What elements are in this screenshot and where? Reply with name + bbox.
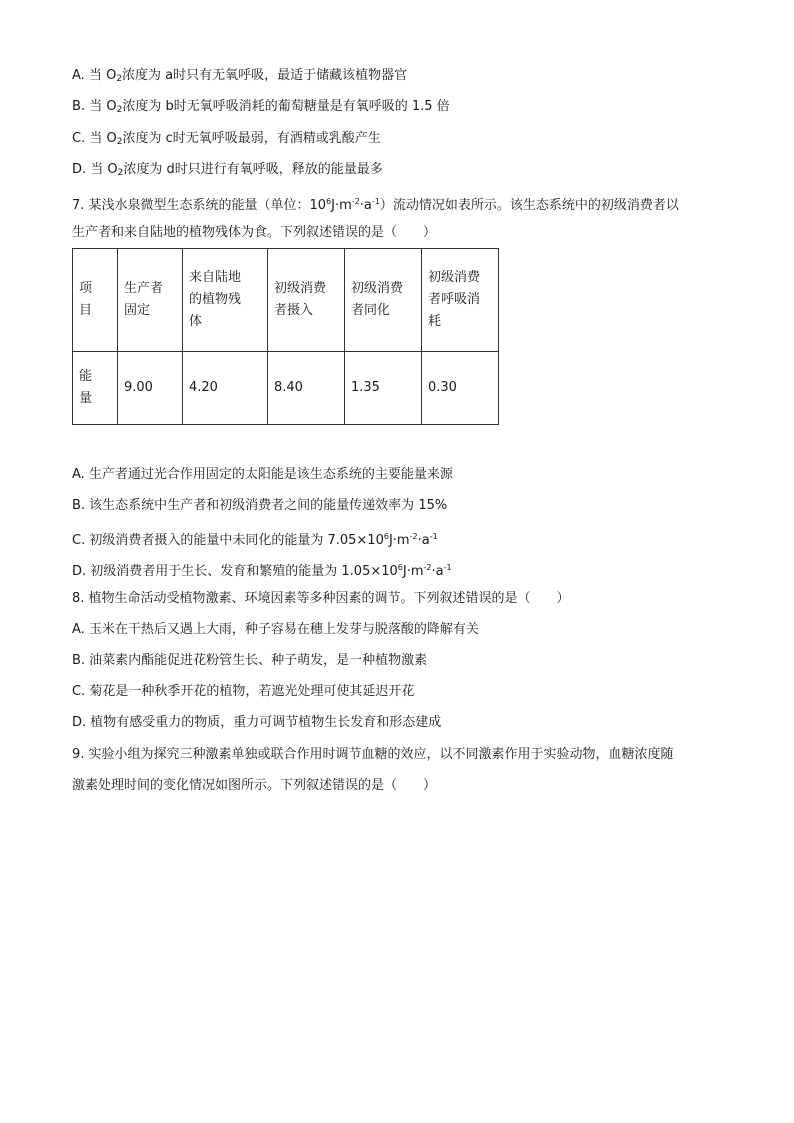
table-header-cell: 初级消费 者同化 — [345, 249, 422, 352]
q8-option-d: D. 植物有感受重力的物质，重力可调节植物生长发育和形态建成 — [72, 715, 442, 730]
table-value-row — [73, 352, 499, 425]
table-header-cell: 初级消费 者摄入 — [268, 249, 345, 352]
q9-stem-line1: 9. 实验小组为探究三种激素单独或联合作用时调节血糖的效应，以不同激素作用于实验动物，血糖浓度随 — [72, 747, 674, 762]
q6-option-c: C. 当 $O_2$浓度为 c时无氧呼吸最弱，有酒精或乳酸产生 — [72, 131, 381, 147]
table-row-label: 能 量 — [73, 352, 118, 425]
q8-option-a: A. 玉米在干热后又遇上大雨，种子容易在穗上发芽与脱落酸的降解有关 — [72, 622, 479, 637]
q6-option-a: A. 当 $O_2$浓度为 a时只有无氧呼吸，最适于储藏该植物器官 — [72, 68, 408, 84]
q8-option-b: B. 油菜素内酯能促进花粉管生长、种子萌发，是一种植物激素 — [72, 653, 428, 668]
q9-stem-line2: 激素处理时间的变化情况如图所示。下列叙述错误的是（ ） — [72, 778, 437, 793]
table-cell: 9.00 — [118, 352, 183, 425]
q8-option-c: C. 菊花是一种秋季开花的植物，若遮光处理可使其延迟开花 — [72, 684, 415, 699]
q7-option-d: D. 初级消费者用于生长、发育和繁殖的能量为 $1.05\times 10^6J\cdot m^{-2}\cdot a^{-1}$ — [72, 563, 452, 579]
table-header-cell: 项 目 — [73, 249, 118, 352]
table-cell: 0.30 — [422, 352, 499, 425]
q7-option-c: C. 初级消费者摄入的能量中未同化的能量为 $7.05\times 10^6J\cdot m^{-2}\cdot a^{-1}$ — [72, 532, 438, 548]
q7-stem-line1: 7. 某浅水泉微型生态系统的能量（单位：$10^6J\cdot m^{-2}\cdot a^{-1}$）流动情况如表所示。该生态系统中的初级消费者以 — [72, 197, 679, 213]
table-cell: 1.35 — [345, 352, 422, 425]
q7-stem-line2: 生产者和来自陆地的植物残体为食。下列叙述错误的是（ ） — [72, 225, 437, 240]
q6-option-b: B. 当 $O_2$浓度为 b时无氧呼吸消耗的葡萄糖量是有氧呼吸的 1.5 倍 — [72, 99, 450, 115]
table-header-cell: 生产者 固定 — [118, 249, 183, 352]
table-cell: 4.20 — [183, 352, 268, 425]
energy-flow-table — [72, 248, 499, 425]
table-header-cell: 来自陆地 的植物残 体 — [183, 249, 268, 352]
q7-option-a: A. 生产者通过光合作用固定的太阳能是该生态系统的主要能量来源 — [72, 467, 453, 482]
table-header-cell: 初级消费 者呼吸消 耗 — [422, 249, 499, 352]
table-cell: 8.40 — [268, 352, 345, 425]
q7-option-b: B. 该生态系统中生产者和初级消费者之间的能量传递效率为 15% — [72, 498, 448, 513]
q6-option-d: D. 当 $O_2$浓度为 d时只进行有氧呼吸，释放的能量最多 — [72, 162, 383, 178]
table-header-row — [73, 249, 499, 352]
q8-stem: 8. 植物生命活动受植物激素、环境因素等多种因素的调节。下列叙述错误的是（ ） — [72, 591, 570, 606]
